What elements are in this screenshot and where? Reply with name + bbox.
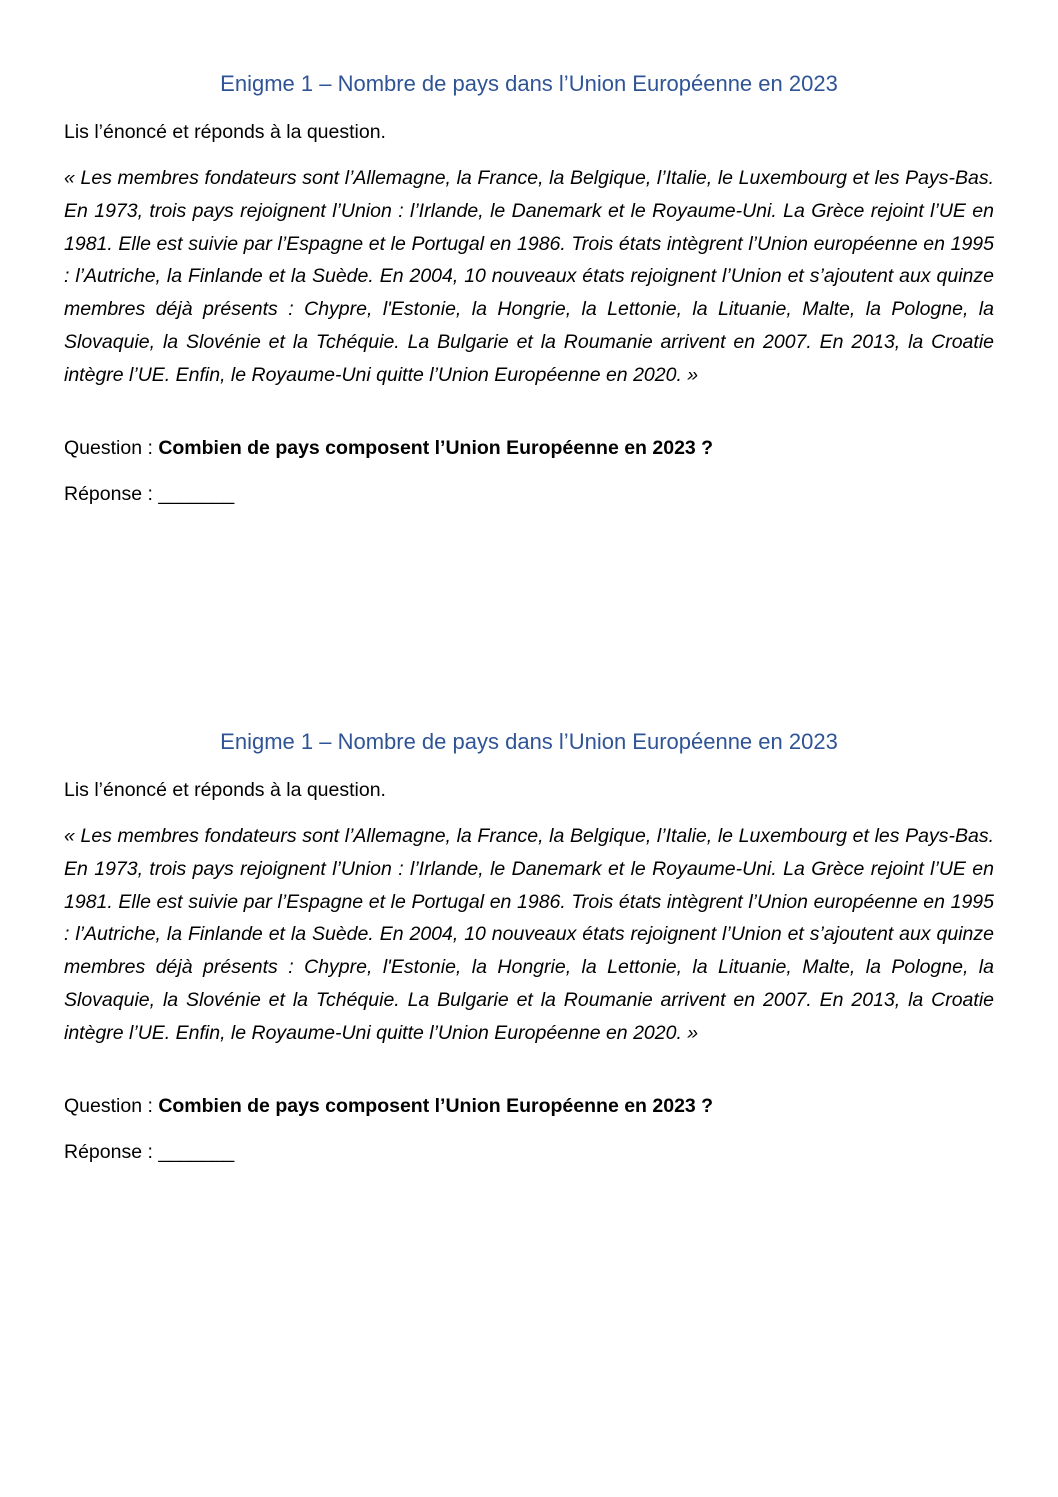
exercise-block-2 [64, 724, 994, 1166]
answer-line [64, 480, 994, 508]
answer-blank[interactable]: _______ [158, 482, 235, 505]
answer-line [64, 1138, 994, 1166]
answer-label: Réponse : [64, 1140, 159, 1163]
question-label: Question : [64, 436, 159, 459]
exercise-instruction: Lis l’énoncé et réponds à la question. [64, 121, 386, 143]
question-line [64, 1092, 994, 1120]
question-text: Combien de pays composent l’Union Européenne en 2023 ? [158, 1094, 714, 1117]
exercise-statement: « Les membres fondateurs sont l’Allemagne, la France, la Belgique, l’Italie, le Luxembourg et les Pays-Bas. En 1973, trois pays rejoignent l’Union : l’Irlande, le Danemark et le Royaume-Uni. La Grèce rejoint l’UE en 1981. Elle est suivie par l’Espagne et le Portugal en 1986. Trois états intègrent l’Union européenne en 1995 : l’Autriche, la Finlande et la Suède. En 2004, 10 nouveaux états rejoignent l’Union et s’ajoutent aux quinze membres déjà présents : Chypre, l'Estonie, la Hongrie, la Lettonie, la Lituanie, Malte, la Pologne, la Slovaquie, la Slovénie et la Tchéquie. La Bulgarie et la Roumanie arrivent en 2007. En 2013, la Croatie intègre l’UE. Enfin, le Royaume-Uni quitte l’Union Européenne en 2020. » [64, 825, 994, 1044]
answer-blank[interactable]: _______ [158, 1140, 235, 1163]
exercise-statement: « Les membres fondateurs sont l’Allemagne, la France, la Belgique, l’Italie, le Luxembourg et les Pays-Bas. En 1973, trois pays rejoignent l’Union : l’Irlande, le Danemark et le Royaume-Uni. La Grèce rejoint l’UE en 1981. Elle est suivie par l’Espagne et le Portugal en 1986. Trois états intègrent l’Union européenne en 1995 : l’Autriche, la Finlande et la Suède. En 2004, 10 nouveaux états rejoignent l’Union et s’ajoutent aux quinze membres déjà présents : Chypre, l'Estonie, la Hongrie, la Lettonie, la Lituanie, Malte, la Pologne, la Slovaquie, la Slovénie et la Tchéquie. La Bulgarie et la Roumanie arrivent en 2007. En 2013, la Croatie intègre l’UE. Enfin, le Royaume-Uni quitte l’Union Européenne en 2020. » [64, 167, 994, 386]
exercise-title: Enigme 1 – Nombre de pays dans l’Union Européenne en 2023 [220, 729, 838, 754]
question-line [64, 434, 994, 462]
exercise-title: Enigme 1 – Nombre de pays dans l’Union Européenne en 2023 [220, 71, 838, 96]
exercise-instruction: Lis l’énoncé et réponds à la question. [64, 779, 386, 801]
exercise-block-1 [64, 66, 994, 508]
question-text: Combien de pays composent l’Union Européenne en 2023 ? [158, 436, 714, 459]
answer-label: Réponse : [64, 482, 159, 505]
question-label: Question : [64, 1094, 159, 1117]
